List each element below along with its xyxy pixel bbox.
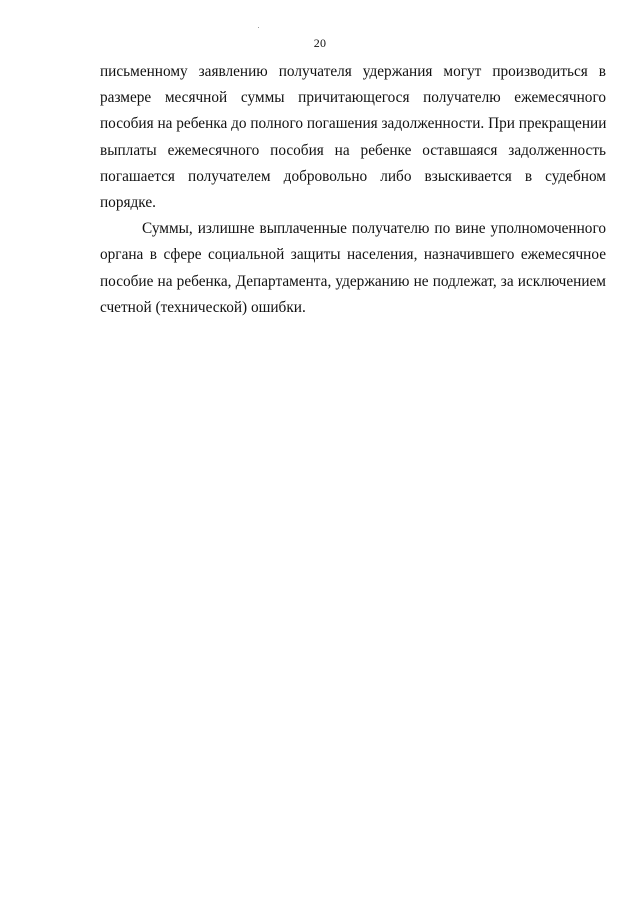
text-line: порядке. bbox=[100, 193, 156, 211]
document-body bbox=[100, 59, 606, 321]
text-line: Суммы, излишне выплаченные получателю по вине уполномоченного bbox=[142, 220, 606, 238]
text-line: погашается получателем добровольно либо взыскивается в судебном bbox=[100, 167, 606, 185]
text-line: выплаты ежемесячного пособия на ребенке оставшаяся задолженность bbox=[100, 141, 606, 159]
text-line: письменному заявлению получателя удержания могут производиться в bbox=[100, 63, 606, 80]
text-line: пособия на ребенка до полного погашения задолженности. При прекращении bbox=[100, 115, 607, 133]
text-line: размере месячной суммы причитающегося получателю ежемесячного bbox=[100, 89, 606, 107]
paragraph-overpayment-exception bbox=[100, 216, 606, 321]
text-line: пособие на ребенка, Департамента, удержанию не подлежат, за исключением bbox=[100, 272, 606, 290]
page-number: 20 bbox=[313, 36, 327, 50]
text-line: органа в сфере социальной защиты населения, назначившего ежемесячное bbox=[100, 246, 606, 264]
paragraph-withholding-terms bbox=[100, 59, 606, 216]
text-line: счетной (технической) ошибки. bbox=[100, 298, 306, 316]
scan-artifact-dot bbox=[258, 27, 259, 28]
